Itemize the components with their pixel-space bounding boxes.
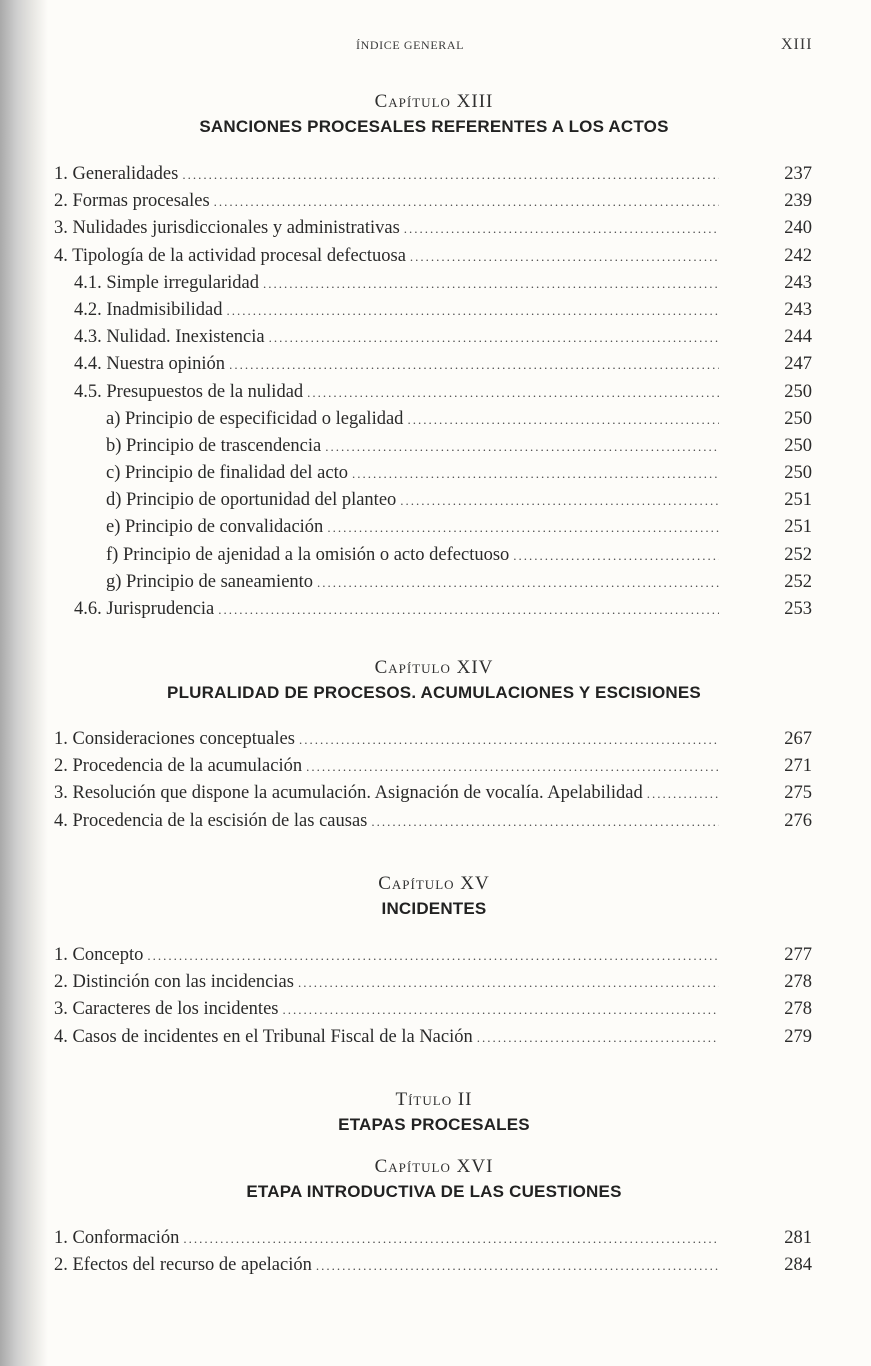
dot-leader [282,996,719,1023]
dot-leader [407,406,719,433]
toc-entry [54,487,814,514]
toc-entry-page: 250 [784,435,812,456]
toc-entry-label: 2. Formas procesales [54,191,210,212]
toc-entry-page: 243 [784,299,812,320]
toc-entry [54,996,814,1023]
toc-entry [54,297,814,324]
dot-leader [299,726,719,753]
chapter-xiii-section [54,90,814,623]
toc-entry-page: 275 [784,783,812,804]
toc-entry [54,215,814,242]
toc-entry-label: 4.1. Simple irregularidad [74,272,259,293]
chapter-title: PLURALIDAD DE PROCESOS. ACUMULACIONES Y ESCISIONES [167,683,701,702]
dot-leader [352,460,719,487]
toc-entry-page: 247 [784,354,812,375]
toc-entry-label: 4. Procedencia de la escisión de las causas [54,810,368,831]
toc-entry-label: 4. Tipología de la actividad procesal defectuosa [54,245,406,266]
toc-entry-page: 279 [784,1026,812,1047]
toc-entry [54,270,814,297]
title-label: Título II [395,1089,473,1110]
toc-entry-page: 253 [784,599,812,619]
chapter-xv-section [54,872,814,1051]
toc-entry [54,324,814,351]
toc-entry-page: 243 [784,272,812,293]
toc-entry-page: 237 [784,164,812,184]
chapter-title: SANCIONES PROCESALES REFERENTES A LOS ACTOS [199,117,669,136]
toc-entry [54,460,814,487]
toc-entry-label: 3. Resolución que dispone la acumulación. Asignación de vocalía. Apelabilidad [54,783,643,804]
toc-entry-label: d) Principio de oportunidad del planteo [106,490,397,511]
toc-entry-page: 240 [784,218,812,239]
chapter-label: Capítulo XV [378,873,490,894]
toc-entry-label: a) Principio de especificidad o legalidad [106,408,404,429]
toc-entry [54,433,814,460]
toc-entry-page: 267 [784,729,812,749]
toc-entry-label: 4.6. Jurisprudencia [74,599,215,619]
dot-leader [227,297,720,324]
toc-entry-page: 250 [784,408,812,429]
toc-entry-page: 271 [784,756,812,777]
toc-entry-page: 250 [784,381,812,402]
dot-leader [410,243,719,270]
toc-entry-label: 4.4. Nuestra opinión [74,354,226,375]
toc-entry [54,351,814,378]
toc-entry-label: 4.3. Nulidad. Inexistencia [74,327,265,348]
toc-entry-page: 252 [784,571,812,592]
toc-entry-label: e) Principio de convalidación [106,517,324,538]
dot-leader [307,379,719,406]
dot-leader [306,753,719,780]
toc-list [54,942,814,1051]
title-ii-section [54,1088,814,1138]
toc-entry-label: 3. Nulidades jurisdiccionales y administrativas [54,218,400,239]
toc-entry [54,514,814,541]
chapter-xiv-section [54,656,814,835]
book-spine-shadow [0,0,48,1366]
toc-entry-page: 277 [784,945,812,965]
toc-entry [54,542,814,569]
dot-leader [269,324,719,351]
dot-leader [183,1225,719,1252]
toc-entry [54,569,814,596]
chapter-title: ETAPA INTRODUCTIVA DE LAS CUESTIONES [246,1182,622,1201]
dot-leader [647,780,719,807]
dot-leader [325,433,719,460]
toc-entry [54,780,814,807]
dot-leader [182,161,719,188]
title-heading: ETAPAS PROCESALES [338,1115,530,1134]
toc-entry-label: g) Principio de saneamiento [106,571,314,592]
toc-entry-page: 242 [784,245,812,266]
toc-entry [54,596,814,623]
toc-entry-page: 252 [784,544,812,565]
toc-entry-label: 2. Distinción con las incidencias [54,972,294,993]
page-number: XIII [781,36,813,53]
dot-leader [404,215,719,242]
dot-leader [229,351,719,378]
dot-leader [327,514,719,541]
dot-leader [317,569,719,596]
chapter-label: Capítulo XVI [374,1156,494,1177]
toc-entry [54,406,814,433]
dot-leader [147,942,719,969]
dot-leader [400,487,719,514]
dot-leader [263,270,719,297]
toc-entry-label: 1. Generalidades [54,164,179,184]
toc-entry [54,1252,814,1279]
dot-leader [298,969,719,996]
running-head: ÍNDICE GENERAL [356,38,465,52]
toc-entry-label: 3. Caracteres de los incidentes [54,999,279,1020]
toc-entry-label: c) Principio de finalidad del acto [106,463,348,484]
toc-entry-page: 278 [784,972,812,993]
toc-entry [54,808,814,835]
toc-entry [54,1225,814,1252]
toc-entry-page: 281 [784,1228,812,1248]
toc-entry-label: 1. Consideraciones conceptuales [54,729,295,749]
toc-entry-page: 278 [784,999,812,1020]
toc-entry [54,1024,814,1051]
toc-entry-label: 1. Concepto [54,945,144,965]
toc-entry-label: 4.5. Presupuestos de la nulidad [74,381,304,402]
toc-entry-page: 251 [784,517,812,538]
toc-entry-label: 2. Efectos del recurso de apelación [54,1255,312,1276]
toc-entry-label: f) Principio de ajenidad a la omisión o acto defectuoso [106,544,510,565]
dot-leader [513,542,719,569]
dot-leader [477,1024,719,1051]
toc-entry [54,379,814,406]
toc-entry-label: 4.2. Inadmisibilidad [74,299,223,320]
toc-list [54,726,814,835]
dot-leader [371,808,719,835]
chapter-label: Capítulo XIII [374,91,494,112]
toc-entry-page: 251 [784,490,812,511]
chapter-xvi-section [54,1155,814,1279]
toc-list [54,161,814,623]
toc-entry-label: 4. Casos de incidentes en el Tribunal Fiscal de la Nación [54,1026,473,1047]
toc-entry [54,188,814,215]
toc-entry-page: 276 [784,810,812,831]
dot-leader [218,596,719,623]
toc-entry-page: 239 [784,191,812,212]
toc-entry [54,161,814,188]
toc-entry-label: 2. Procedencia de la acumulación [54,756,303,777]
toc-entry-page: 284 [784,1255,812,1276]
toc-entry [54,942,814,969]
chapter-label: Capítulo XIV [374,657,494,678]
toc-entry [54,753,814,780]
toc-entry [54,726,814,753]
toc-entry [54,969,814,996]
toc-entry-label: 1. Conformación [54,1228,180,1248]
toc-entry-page: 250 [784,463,812,484]
toc-entry-label: b) Principio de trascendencia [106,435,322,456]
dot-leader [214,188,719,215]
dot-leader [316,1252,719,1279]
toc-list [54,1225,814,1279]
toc-entry [54,243,814,270]
toc-entry-page: 244 [784,327,812,348]
chapter-title: INCIDENTES [381,899,487,918]
